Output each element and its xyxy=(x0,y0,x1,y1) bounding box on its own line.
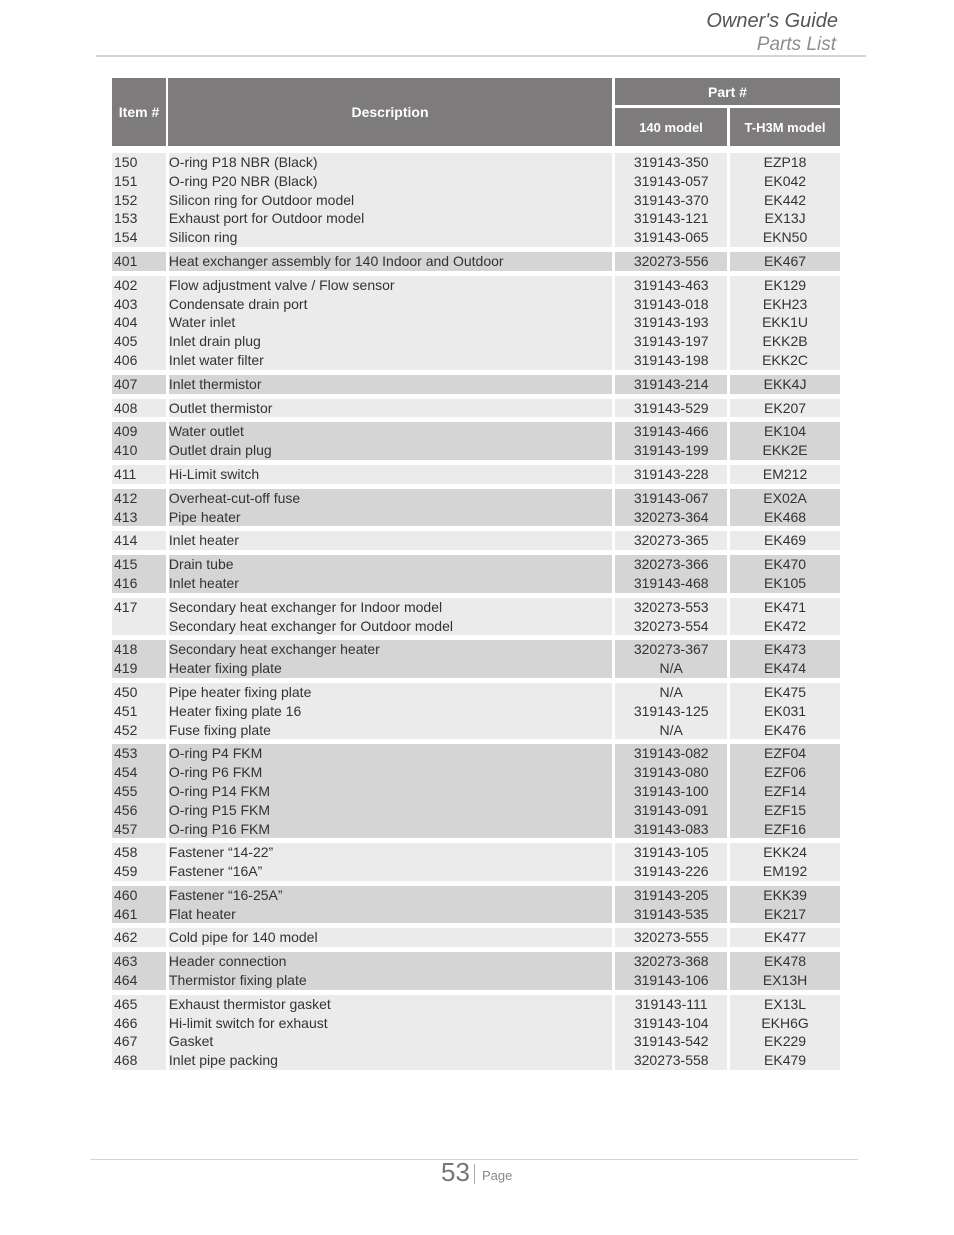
row-group xyxy=(112,271,840,370)
part-number-th3m: EK442 xyxy=(730,191,840,210)
description: Fastener “16-25A” xyxy=(169,886,612,905)
description: Exhaust port for Outdoor model xyxy=(169,209,612,228)
item-number: 460 xyxy=(112,886,166,905)
description: O-ring P14 FKM xyxy=(169,782,612,801)
part-number-th3m: EZF15 xyxy=(730,801,840,820)
part-number-140: 319143-193 xyxy=(615,313,727,332)
description: Header connection xyxy=(169,952,612,971)
part-number-140: 320273-366 xyxy=(615,555,727,574)
part-number-th3m: EK469 xyxy=(730,531,840,550)
part-number-140: N/A xyxy=(615,721,727,740)
item-number: 453 xyxy=(112,744,166,763)
part-number-140: 320273-364 xyxy=(615,508,727,527)
column-header-th3m-model: T-H3M model xyxy=(730,108,840,146)
page-number: 53 xyxy=(441,1157,470,1187)
item-number: 418 xyxy=(112,640,166,659)
description: Pipe heater fixing plate xyxy=(169,683,612,702)
part-number-th3m: EK229 xyxy=(730,1032,840,1051)
part-number-140: 319143-228 xyxy=(615,465,727,484)
row-group xyxy=(112,593,840,636)
part-number-th3m: EKK2B xyxy=(730,332,840,351)
description: Secondary heat exchanger for Outdoor model xyxy=(169,617,612,636)
description: Water inlet xyxy=(169,313,612,332)
row-group xyxy=(112,460,840,484)
header-title: Owner's Guide xyxy=(706,10,838,32)
table-row xyxy=(112,172,840,191)
item-number: 450 xyxy=(112,683,166,702)
part-number-140: 319143-067 xyxy=(615,489,727,508)
part-number-th3m: EKK39 xyxy=(730,886,840,905)
item-number: 150 xyxy=(112,153,166,172)
item-number: 462 xyxy=(112,928,166,947)
table-row xyxy=(112,596,840,617)
table-row xyxy=(112,841,840,862)
part-number-th3m: EK042 xyxy=(730,172,840,191)
table-row xyxy=(112,151,840,172)
part-number-140: 319143-121 xyxy=(615,209,727,228)
part-number-140: 320273-553 xyxy=(615,598,727,617)
table-row xyxy=(112,332,840,351)
row-group xyxy=(112,526,840,550)
item-number: 401 xyxy=(112,252,166,271)
part-number-140: 319143-542 xyxy=(615,1032,727,1051)
part-number-th3m: EM212 xyxy=(730,465,840,484)
column-header-140-model: 140 model xyxy=(615,108,727,146)
item-number: 405 xyxy=(112,332,166,351)
row-group xyxy=(112,484,840,527)
item-number: 413 xyxy=(112,508,166,527)
item-number: 408 xyxy=(112,399,166,418)
item-number xyxy=(112,617,166,636)
part-number-th3m: EK477 xyxy=(730,928,840,947)
description: Drain tube xyxy=(169,555,612,574)
row-group xyxy=(112,739,840,838)
part-number-140: 319143-080 xyxy=(615,763,727,782)
item-number: 463 xyxy=(112,952,166,971)
row-group xyxy=(112,923,840,947)
description: Pipe heater xyxy=(169,508,612,527)
part-number-th3m: EK473 xyxy=(730,640,840,659)
part-number-th3m: EK479 xyxy=(730,1051,840,1070)
part-number-140: 319143-350 xyxy=(615,153,727,172)
table-row xyxy=(112,617,840,636)
item-number: 402 xyxy=(112,276,166,295)
part-number-140: 319143-100 xyxy=(615,782,727,801)
description: Overheat-cut-off fuse xyxy=(169,489,612,508)
part-number-140: 320273-556 xyxy=(615,252,727,271)
table-row xyxy=(112,295,840,314)
table-row xyxy=(112,742,840,763)
parts-table xyxy=(112,78,840,1070)
part-number-140: 319143-104 xyxy=(615,1014,727,1033)
part-number-140: 320273-555 xyxy=(615,928,727,947)
item-number: 419 xyxy=(112,659,166,678)
description: Inlet water filter xyxy=(169,351,612,370)
row-group xyxy=(112,990,840,1070)
item-number: 403 xyxy=(112,295,166,314)
item-number: 467 xyxy=(112,1032,166,1051)
part-number-th3m: EKH23 xyxy=(730,295,840,314)
column-header-description: Description xyxy=(168,78,612,146)
item-number: 151 xyxy=(112,172,166,191)
description: O-ring P6 FKM xyxy=(169,763,612,782)
footer-separator xyxy=(474,1164,475,1184)
table-row xyxy=(112,529,840,550)
description: Gasket xyxy=(169,1032,612,1051)
part-number-140: 319143-125 xyxy=(615,702,727,721)
part-number-th3m: EZF16 xyxy=(730,820,840,839)
description: Inlet heater xyxy=(169,574,612,593)
table-row xyxy=(112,1032,840,1051)
table-row xyxy=(112,1051,840,1070)
description: O-ring P4 FKM xyxy=(169,744,612,763)
part-number-th3m: EK031 xyxy=(730,702,840,721)
description: Secondary heat exchanger for Indoor model xyxy=(169,598,612,617)
part-number-140: 320273-365 xyxy=(615,531,727,550)
row-group xyxy=(112,881,840,924)
row-group xyxy=(112,947,840,990)
item-number: 412 xyxy=(112,489,166,508)
table-row xyxy=(112,373,840,394)
description: Inlet thermistor xyxy=(169,375,612,394)
item-number: 466 xyxy=(112,1014,166,1033)
part-number-140: 319143-214 xyxy=(615,375,727,394)
item-number: 454 xyxy=(112,763,166,782)
part-number-140: 319143-197 xyxy=(615,332,727,351)
description: Condensate drain port xyxy=(169,295,612,314)
part-number-140: N/A xyxy=(615,659,727,678)
table-row xyxy=(112,487,840,508)
item-number: 465 xyxy=(112,995,166,1014)
part-number-140: N/A xyxy=(615,683,727,702)
table-row xyxy=(112,782,840,801)
description: Thermistor fixing plate xyxy=(169,971,612,990)
item-number: 410 xyxy=(112,441,166,460)
part-number-th3m: EK474 xyxy=(730,659,840,678)
table-row xyxy=(112,721,840,740)
description: Flow adjustment valve / Flow sensor xyxy=(169,276,612,295)
part-number-th3m: EZF06 xyxy=(730,763,840,782)
description: Hi-Limit switch xyxy=(169,465,612,484)
part-number-th3m: EK472 xyxy=(730,617,840,636)
description: Silicon ring xyxy=(169,228,612,247)
item-number: 407 xyxy=(112,375,166,394)
part-number-th3m: EK105 xyxy=(730,574,840,593)
description: Silicon ring for Outdoor model xyxy=(169,191,612,210)
table-row xyxy=(112,638,840,659)
part-number-th3m: EKK24 xyxy=(730,843,840,862)
description: Inlet drain plug xyxy=(169,332,612,351)
item-number: 456 xyxy=(112,801,166,820)
table-row xyxy=(112,659,840,678)
part-number-th3m: EK476 xyxy=(730,721,840,740)
table-row xyxy=(112,397,840,418)
item-number: 452 xyxy=(112,721,166,740)
item-number: 468 xyxy=(112,1051,166,1070)
table-row xyxy=(112,441,840,460)
part-number-th3m: EK207 xyxy=(730,399,840,418)
part-number-140: 319143-529 xyxy=(615,399,727,418)
item-number: 406 xyxy=(112,351,166,370)
description: Outlet drain plug xyxy=(169,441,612,460)
item-number: 464 xyxy=(112,971,166,990)
part-number-th3m: EK475 xyxy=(730,683,840,702)
description: Secondary heat exchanger heater xyxy=(169,640,612,659)
description: O-ring P16 FKM xyxy=(169,820,612,839)
row-group xyxy=(112,247,840,271)
part-number-140: 319143-065 xyxy=(615,228,727,247)
part-number-th3m: EKK4J xyxy=(730,375,840,394)
part-number-140: 319143-463 xyxy=(615,276,727,295)
item-number: 457 xyxy=(112,820,166,839)
footer-rule xyxy=(90,1159,858,1160)
part-number-140: 319143-466 xyxy=(615,422,727,441)
table-body xyxy=(112,148,840,1070)
description: Fastener “16A” xyxy=(169,862,612,881)
part-number-th3m: EX13L xyxy=(730,995,840,1014)
description: Heat exchanger assembly for 140 Indoor and Outdoor xyxy=(169,252,612,271)
part-number-th3m: EKK2C xyxy=(730,351,840,370)
description: Outlet thermistor xyxy=(169,399,612,418)
part-number-140: 320273-367 xyxy=(615,640,727,659)
item-number: 404 xyxy=(112,313,166,332)
part-number-140: 319143-468 xyxy=(615,574,727,593)
description: O-ring P20 NBR (Black) xyxy=(169,172,612,191)
header-rule xyxy=(96,55,866,57)
column-header-item: Item # xyxy=(112,78,166,146)
row-group xyxy=(112,148,840,247)
part-number-140: 319143-057 xyxy=(615,172,727,191)
part-number-140: 319143-091 xyxy=(615,801,727,820)
table-row xyxy=(112,993,840,1014)
table-row xyxy=(112,250,840,271)
description: Heater fixing plate 16 xyxy=(169,702,612,721)
description: Hi-limit switch for exhaust xyxy=(169,1014,612,1033)
table-row xyxy=(112,191,840,210)
description: O-ring P18 NBR (Black) xyxy=(169,153,612,172)
table-header xyxy=(112,78,840,146)
part-number-th3m: EKN50 xyxy=(730,228,840,247)
part-number-th3m: EK217 xyxy=(730,905,840,924)
item-number: 411 xyxy=(112,465,166,484)
table-row xyxy=(112,763,840,782)
table-row xyxy=(112,351,840,370)
description: Heater fixing plate xyxy=(169,659,612,678)
item-number: 416 xyxy=(112,574,166,593)
part-number-th3m: EZF04 xyxy=(730,744,840,763)
part-number-th3m: EX13J xyxy=(730,209,840,228)
item-number: 459 xyxy=(112,862,166,881)
column-header-part-number: Part # xyxy=(615,78,840,105)
part-number-140: 319143-106 xyxy=(615,971,727,990)
part-number-140: 319143-111 xyxy=(615,995,727,1014)
table-row xyxy=(112,801,840,820)
item-number: 461 xyxy=(112,905,166,924)
table-row xyxy=(112,702,840,721)
row-group xyxy=(112,550,840,593)
part-number-140: 319143-205 xyxy=(615,886,727,905)
row-group xyxy=(112,370,840,394)
row-group xyxy=(112,678,840,739)
row-group xyxy=(112,838,840,881)
item-number: 153 xyxy=(112,209,166,228)
part-number-140: 319143-018 xyxy=(615,295,727,314)
table-row xyxy=(112,274,840,295)
table-row xyxy=(112,508,840,527)
header-subtitle: Parts List xyxy=(756,34,836,55)
table-row xyxy=(112,1014,840,1033)
part-number-140: 319143-370 xyxy=(615,191,727,210)
item-number: 455 xyxy=(112,782,166,801)
row-group xyxy=(112,394,840,418)
description: Water outlet xyxy=(169,422,612,441)
item-number: 152 xyxy=(112,191,166,210)
part-number-140: 320273-558 xyxy=(615,1051,727,1070)
description: Inlet heater xyxy=(169,531,612,550)
table-row xyxy=(112,971,840,990)
description: Exhaust thermistor gasket xyxy=(169,995,612,1014)
table-row xyxy=(112,884,840,905)
item-number: 154 xyxy=(112,228,166,247)
table-row xyxy=(112,905,840,924)
part-number-th3m: EKH6G xyxy=(730,1014,840,1033)
part-number-140: 319143-199 xyxy=(615,441,727,460)
table-row xyxy=(112,553,840,574)
row-group xyxy=(112,417,840,460)
part-number-140: 319143-535 xyxy=(615,905,727,924)
part-number-th3m: EKK1U xyxy=(730,313,840,332)
item-number: 415 xyxy=(112,555,166,574)
part-number-th3m: EK471 xyxy=(730,598,840,617)
item-number: 458 xyxy=(112,843,166,862)
part-number-140: 319143-198 xyxy=(615,351,727,370)
table-row xyxy=(112,209,840,228)
table-row xyxy=(112,926,840,947)
part-number-th3m: EX02A xyxy=(730,489,840,508)
part-number-th3m: EK478 xyxy=(730,952,840,971)
table-row xyxy=(112,228,840,247)
table-row xyxy=(112,862,840,881)
item-number: 451 xyxy=(112,702,166,721)
table-row xyxy=(112,313,840,332)
description: Cold pipe for 140 model xyxy=(169,928,612,947)
part-number-th3m: EZP18 xyxy=(730,153,840,172)
part-number-140: 319143-226 xyxy=(615,862,727,881)
row-group xyxy=(112,635,840,678)
part-number-th3m: EZF14 xyxy=(730,782,840,801)
part-number-140: 319143-105 xyxy=(615,843,727,862)
description: Fuse fixing plate xyxy=(169,721,612,740)
part-number-140: 320273-368 xyxy=(615,952,727,971)
item-number: 409 xyxy=(112,422,166,441)
description: O-ring P15 FKM xyxy=(169,801,612,820)
description: Inlet pipe packing xyxy=(169,1051,612,1070)
part-number-th3m: EK129 xyxy=(730,276,840,295)
page-label: Page xyxy=(482,1168,513,1183)
part-number-140: 320273-554 xyxy=(615,617,727,636)
part-number-th3m: EK467 xyxy=(730,252,840,271)
part-number-140: 319143-082 xyxy=(615,744,727,763)
part-number-th3m: EK104 xyxy=(730,422,840,441)
table-row xyxy=(112,574,840,593)
item-number: 414 xyxy=(112,531,166,550)
item-number: 417 xyxy=(112,598,166,617)
table-row xyxy=(112,950,840,971)
part-number-th3m: EX13H xyxy=(730,971,840,990)
table-row xyxy=(112,820,840,839)
description: Flat heater xyxy=(169,905,612,924)
part-number-th3m: EK468 xyxy=(730,508,840,527)
part-number-140: 319143-083 xyxy=(615,820,727,839)
part-number-th3m: EKK2E xyxy=(730,441,840,460)
table-row xyxy=(112,463,840,484)
table-row xyxy=(112,681,840,702)
table-row xyxy=(112,420,840,441)
part-number-th3m: EM192 xyxy=(730,862,840,881)
part-number-th3m: EK470 xyxy=(730,555,840,574)
description: Fastener “14-22” xyxy=(169,843,612,862)
